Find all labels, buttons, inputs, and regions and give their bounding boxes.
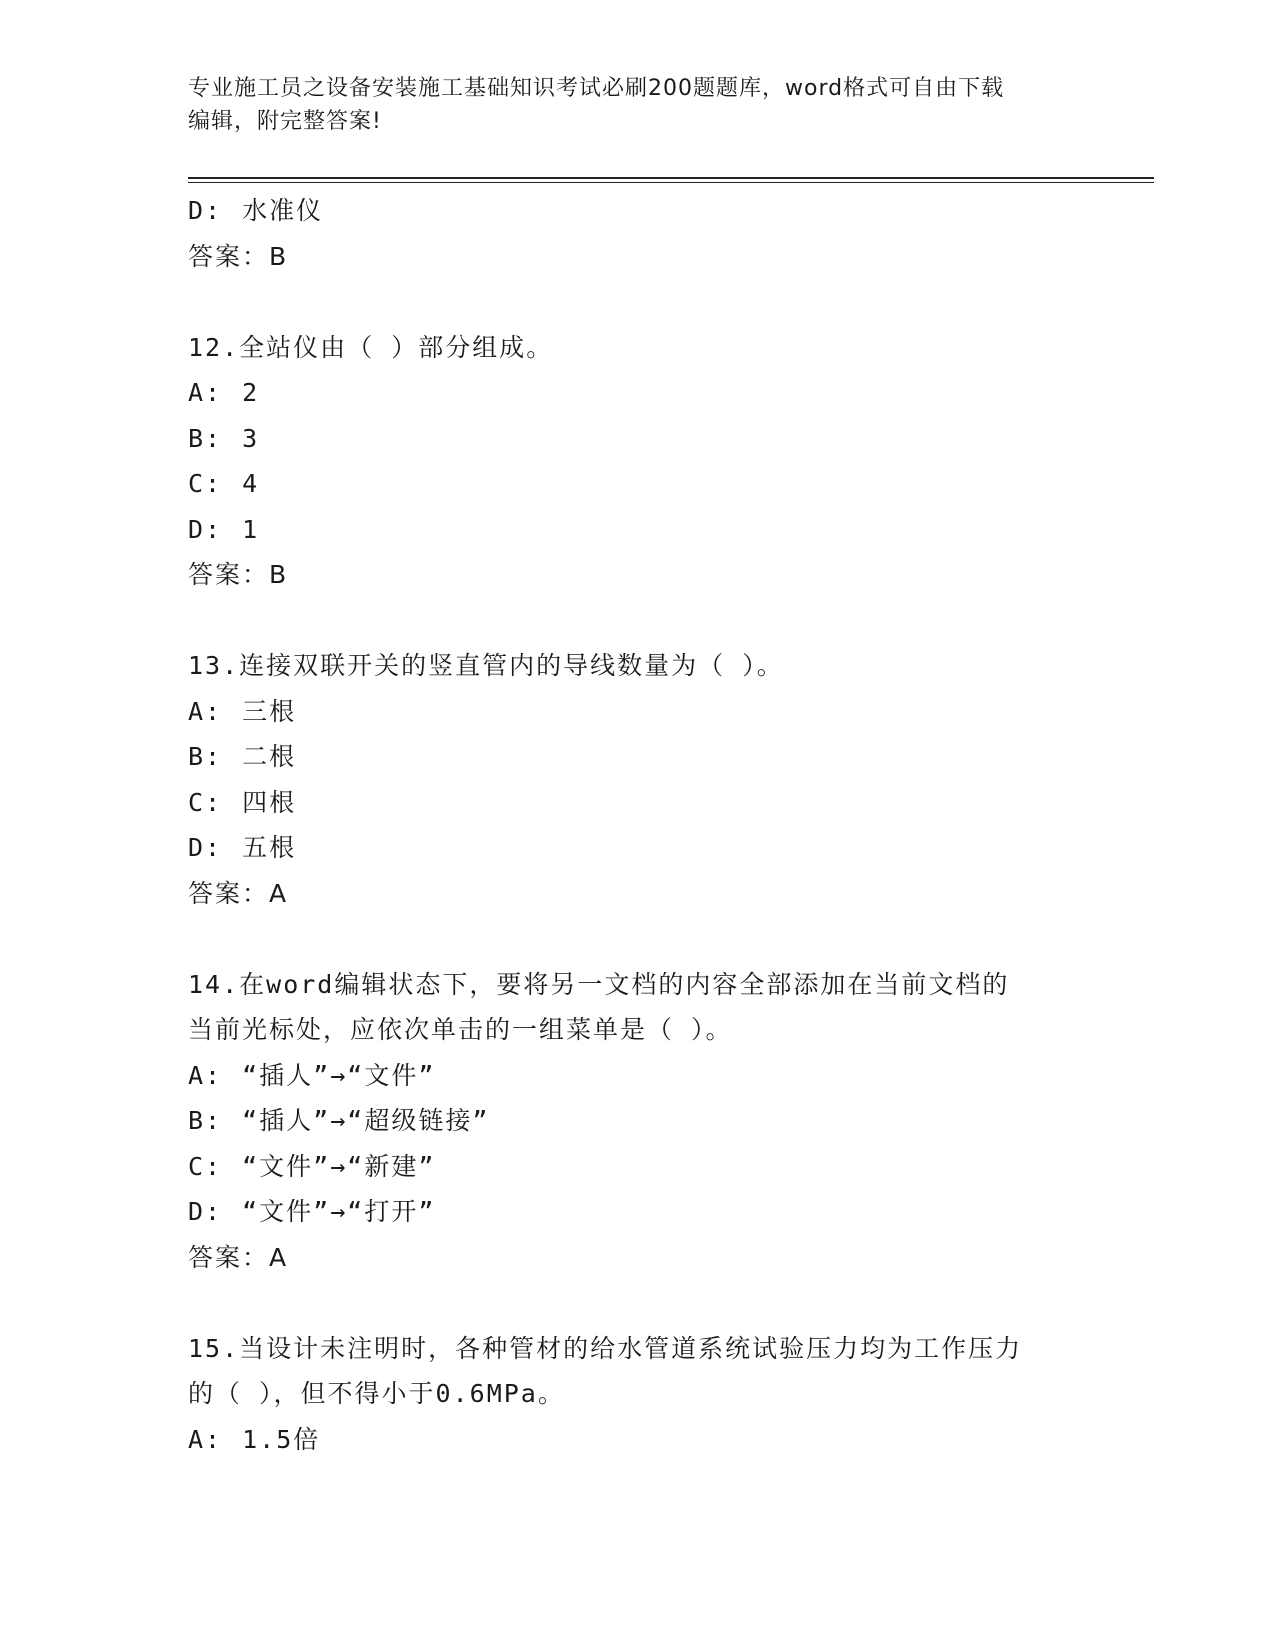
option-text: 1	[242, 514, 260, 544]
spacer	[188, 1280, 1088, 1326]
option-c	[188, 780, 1088, 826]
option-d	[188, 507, 1088, 553]
option-letter: B:	[188, 1106, 223, 1135]
option-d	[188, 1189, 1088, 1235]
option-letter: D:	[188, 196, 223, 225]
option-text: 2	[242, 378, 260, 407]
option-letter: A:	[188, 378, 223, 407]
option-c	[188, 461, 1088, 507]
option-text: 五根	[242, 833, 297, 862]
option-a	[188, 1053, 1088, 1099]
option-text: 3	[242, 423, 260, 453]
option-b	[188, 416, 1088, 462]
option-letter: B:	[188, 742, 223, 771]
option-letter: D:	[188, 833, 223, 862]
option-letter: B:	[188, 423, 223, 453]
question-stem-line-2: 当前光标处，应依次单击的一组菜单是（ ）。	[188, 1015, 733, 1044]
option-b	[188, 1098, 1088, 1144]
option-a	[188, 1417, 1088, 1463]
header-title-line-1: 专业施工员之设备安装施工基础知识考试必刷200题题库，word格式可自由下载	[188, 76, 1005, 101]
option-letter: C:	[188, 787, 223, 817]
document-body	[188, 188, 1088, 1462]
header-rule-thick	[188, 177, 1154, 179]
question-stem-line-1: 14.在word编辑状态下，要将另一文档的内容全部添加在当前文档的	[188, 969, 1010, 999]
spacer	[188, 279, 1088, 325]
option-c	[188, 1144, 1088, 1190]
option-text: 四根	[242, 787, 297, 817]
document-header	[188, 72, 1088, 138]
option-a	[188, 370, 1088, 416]
option-a	[188, 689, 1088, 735]
question-stem-line-2: 的（ ），但不得小于0.6MPa。	[188, 1379, 565, 1408]
answer-line: 答案：B	[188, 560, 289, 589]
option-text: 二根	[242, 742, 297, 771]
question-stem-line-1: 15.当设计未注明时，各种管材的给水管道系统试验压力均为工作压力	[188, 1333, 1023, 1363]
option-d	[188, 188, 1088, 234]
option-text: “文件”→“新建”	[242, 1151, 436, 1181]
option-text: “文件”→“打开”	[242, 1197, 436, 1226]
option-text: “插人”→“文件”	[242, 1060, 436, 1090]
option-b	[188, 734, 1088, 780]
option-text: 4	[242, 469, 260, 498]
question-stem: 13.连接双联开关的竖直管内的导线数量为（ ）。	[188, 651, 784, 680]
answer-line: 答案：A	[188, 1242, 289, 1272]
spacer	[188, 916, 1088, 962]
option-letter: C:	[188, 469, 223, 498]
option-text: “插人”→“超级链接”	[242, 1106, 490, 1135]
header-rule-thin	[188, 182, 1154, 183]
answer-line: 答案：B	[188, 241, 289, 271]
option-letter: A:	[188, 1060, 223, 1090]
question-stem: 12.全站仪由（ ）部分组成。	[188, 332, 554, 362]
answer-line: 答案：A	[188, 878, 289, 908]
option-d	[188, 825, 1088, 871]
spacer	[188, 598, 1088, 644]
option-letter: A:	[188, 1424, 223, 1454]
option-letter: A:	[188, 696, 223, 726]
option-letter: D:	[188, 514, 223, 544]
option-text: 水准仪	[242, 196, 324, 225]
option-text: 1.5倍	[242, 1424, 321, 1454]
header-title-line-2: 编辑，附完整答案!	[188, 109, 382, 134]
option-letter: C:	[188, 1151, 223, 1181]
option-text: 三根	[242, 696, 297, 726]
option-letter: D:	[188, 1197, 223, 1226]
